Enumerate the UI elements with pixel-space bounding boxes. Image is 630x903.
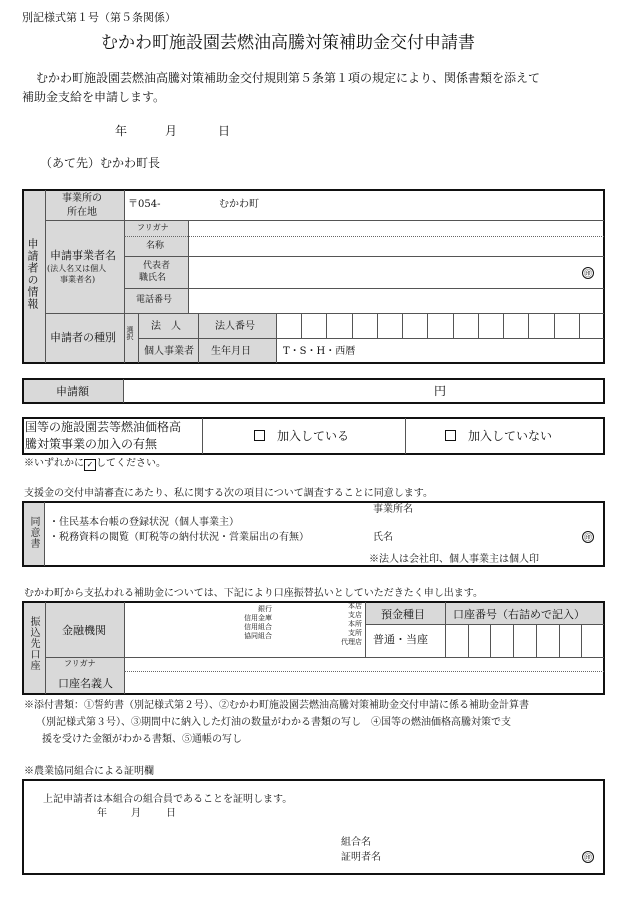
- holder-furigana-label: フリガナ: [64, 659, 96, 668]
- applicant-side-label: 申請者の情報: [26, 238, 39, 310]
- cert-day: 日: [166, 808, 176, 819]
- certifier-name-label: 証明者名: [341, 852, 381, 863]
- consent-item-2: ・税務資料の閲覧（町税等の納付状況・営業届出の有無）: [49, 532, 309, 543]
- account-number-cell-divider: [559, 624, 560, 657]
- institution-label: 金融機関: [62, 624, 106, 637]
- account-number-cell-divider: [490, 624, 491, 657]
- location-label-1: 事業所の: [62, 193, 102, 204]
- consent-seal-mark: ㊞: [584, 533, 592, 542]
- amount-label: 申請額: [56, 385, 89, 398]
- intro-line-1: むかわ町施設園芸燃油高騰対策補助金交付規則第５条第１項の規定により、関係書類を添えて: [36, 71, 541, 85]
- phone-label: 電話番号: [136, 295, 173, 305]
- account-type-options: 普通・当座: [373, 633, 428, 646]
- name-note-2: 事業者名): [60, 275, 96, 284]
- consent-name-label: 氏名: [373, 532, 393, 543]
- branch-types: 本店 支店 本所 支所 代理店: [341, 602, 362, 646]
- insurance-label-1: 国等の施設園芸等燃油価格高: [25, 420, 182, 434]
- corp-number-cell-divider: [554, 313, 555, 338]
- option-joined[interactable]: [254, 430, 349, 442]
- date-month: 月: [165, 124, 178, 138]
- account-number-cell-divider: [513, 624, 514, 657]
- name-label: 申請事業者名: [50, 249, 116, 262]
- seal-mark: ㊞: [584, 269, 592, 278]
- intro-line-2: 補助金支給を申請します。: [22, 90, 166, 104]
- option-not-joined[interactable]: [445, 430, 552, 442]
- company-name-label: 名称: [146, 241, 165, 251]
- checkbox-not-joined[interactable]: [445, 430, 456, 441]
- corp-label: 法 人: [151, 321, 181, 332]
- option-not-joined-label: 加入していない: [468, 429, 553, 443]
- birthdate-label: 生年月日: [211, 346, 251, 357]
- town-name: むかわ町: [219, 199, 259, 210]
- corp-number-cell-divider: [402, 313, 403, 338]
- checkbox-joined[interactable]: [254, 430, 265, 441]
- corp-number-cell-divider: [579, 313, 580, 338]
- form-number: 別記様式第１号（第５条関係）: [22, 11, 176, 24]
- insurance-note: ※いずれかに ✓ してください。: [24, 458, 166, 469]
- corp-number-cell-divider: [528, 313, 529, 338]
- insurance-label-2: 騰対策事業の加入の有無: [25, 437, 158, 451]
- corp-number-cell-divider: [427, 313, 428, 338]
- rep-label-1: 代表者: [143, 261, 171, 271]
- era-options: T・S・H・西暦: [283, 346, 356, 357]
- certification-text: 上記申請者は本組合の組合員であることを証明します。: [43, 794, 293, 805]
- union-name-label: 組合名: [341, 837, 371, 848]
- corp-number-cell-divider: [503, 313, 504, 338]
- check-mark-icon: ✓: [84, 459, 96, 471]
- furigana-label: フリガナ: [137, 223, 169, 232]
- corp-number-cell-divider: [301, 313, 302, 338]
- name-note-1: (法人名又は個人: [47, 264, 107, 273]
- addressee: （あて先）むかわ町長: [40, 156, 161, 170]
- select-label: 選択: [126, 326, 134, 340]
- office-name-label: 事業所名: [373, 504, 413, 515]
- institution-types: 銀行 信用金庫 信用組合 協同組合: [244, 605, 272, 640]
- corp-number-cell-divider: [352, 313, 353, 338]
- amount-unit: 円: [434, 384, 447, 398]
- cert-year: 年: [97, 808, 107, 819]
- applicant-type-label: 申請者の種別: [50, 331, 116, 344]
- bank-side-label: 振込先口座: [28, 616, 39, 671]
- certification-label: ※農業協同組合による証明欄: [24, 766, 154, 777]
- corp-number-cell-divider: [478, 313, 479, 338]
- amount-box: [22, 378, 605, 404]
- corp-number-cell-divider: [453, 313, 454, 338]
- page-title: むかわ町施設園芸燃油高騰対策補助金交付申請書: [101, 33, 475, 53]
- corp-number-label: 法人番号: [215, 321, 255, 332]
- consent-item-1: ・住民基本台帳の登録状況（個人事業主）: [49, 517, 239, 528]
- account-holder-label: 口座名義人: [58, 677, 113, 690]
- seal-note: ※法人は会社印、個人事業主は個人印: [369, 554, 539, 565]
- location-label-2: 所在地: [67, 207, 97, 218]
- cert-seal-mark: ㊞: [584, 853, 592, 862]
- account-number-cell-divider: [536, 624, 537, 657]
- corp-number-cell-divider: [377, 313, 378, 338]
- attachments-line-2: （別記様式第３号）、③期間中に納入した灯油の数量がわかる書類の写し ④国等の燃油価格高騰対策で支: [36, 717, 511, 728]
- consent-side-label: 同意書: [28, 516, 39, 549]
- date-day: 日: [218, 124, 231, 138]
- account-type-label: 預金種目: [381, 608, 425, 621]
- bank-intro: むかわ町から支払われる補助金については、下記により口座振替払いとしていただきたく申し出ます。: [24, 588, 483, 599]
- date-year: 年: [115, 124, 128, 138]
- account-number-cell-divider: [468, 624, 469, 657]
- individual-label: 個人事業者: [144, 346, 194, 357]
- rep-label-2: 職氏名: [139, 273, 167, 283]
- account-number-label: 口座番号（右詰めで記入）: [453, 608, 585, 621]
- cert-month: 月: [131, 808, 141, 819]
- attachments-line-3: 援を受けた金額がわかる書類、⑤通帳の写し: [42, 734, 242, 745]
- postal-code: 〒054-: [128, 199, 161, 210]
- account-number-cell-divider: [581, 624, 582, 657]
- option-joined-label: 加入している: [277, 429, 350, 443]
- corp-number-cell-divider: [326, 313, 327, 338]
- consent-intro: 支援金の交付申請審査にあたり、私に関する次の項目について調査することに同意します。: [24, 488, 433, 499]
- attachments-line-1: ※添付書類：①誓約書（別記様式第２号）、②むかわ町施設園芸燃油高騰対策補助金交付申請に係る補助金計算書: [24, 700, 529, 711]
